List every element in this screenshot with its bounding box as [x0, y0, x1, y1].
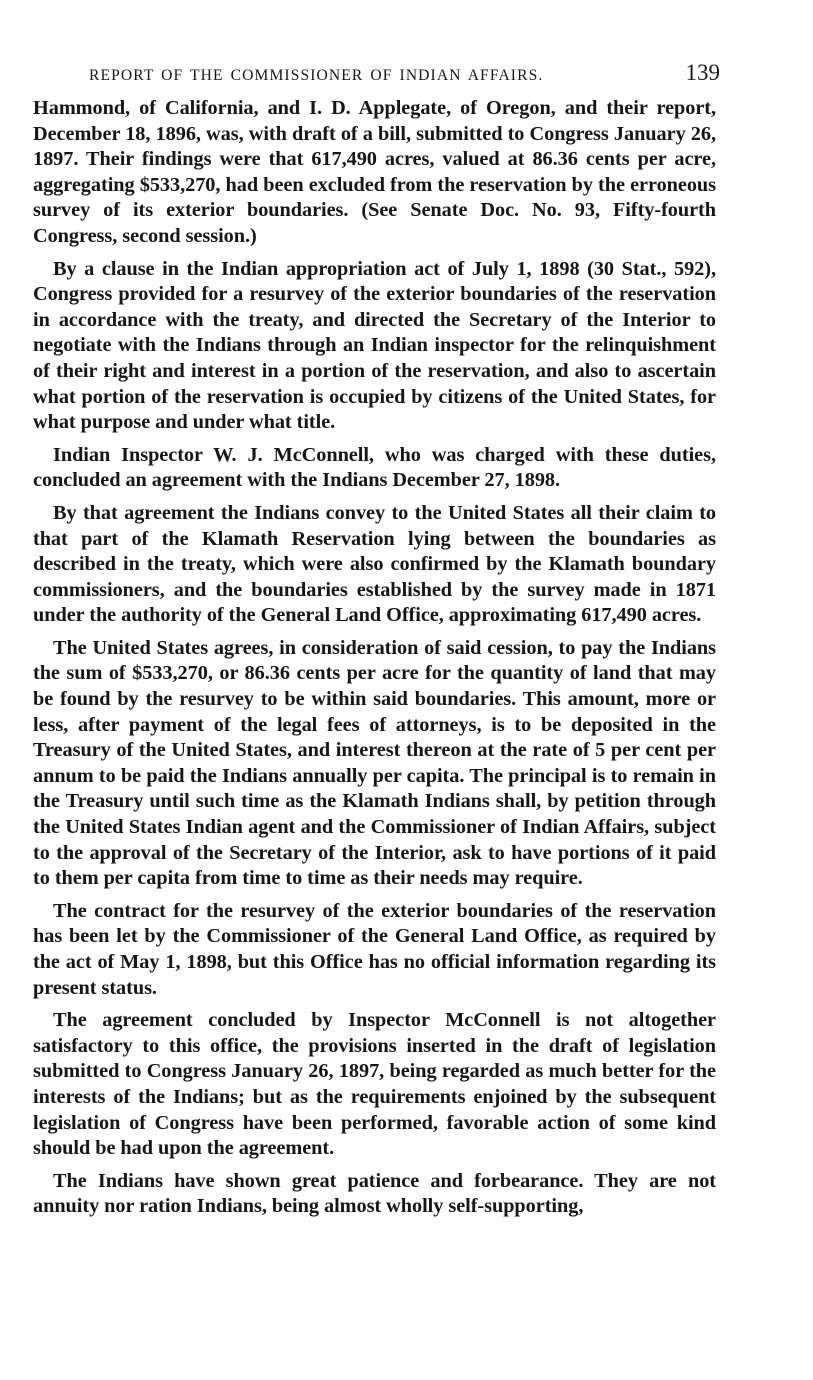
- body-text: [33, 96, 716, 1220]
- running-title: REPORT OF THE COMMISSIONER OF INDIAN AFFAIRS.: [89, 67, 544, 84]
- page-number: 139: [685, 60, 720, 85]
- paragraph-agreement-terms: By that agreement the Indians convey to the United States all their claim to that part of the Klamath Reservation lying between the boundaries as described in the treaty, which were also confirmed by the Klamath boundary commissioners, and the boundaries established by the survey made in 1871 under the authority of the General Land Office, approximating 617,490 acres.: [33, 501, 716, 627]
- paragraph-office-opinion: The agreement concluded by Inspector McConnell is not altogether satisfactory to this office, the provisions inserted in the draft of legislation submitted to Congress January 26, 1897, being regarded as much better for the interests of the Indians; but as the requirements enjoined by the subsequent legislation of Congress have been performed, favorable action of some kind should be had upon the agreement.: [33, 1009, 716, 1160]
- paragraph-payment-terms: The United States agrees, in consideration of said cession, to pay the Indians the sum of $533,270, or 86.36 cents per acre for the quantity of land that may be found by the resurvey to be within said boundaries. This amount, more or less, after payment of the legal fees of attorneys, is to be deposited in the Treasury of the United States, and interest thereon at the rate of 5 per cent per annum to be paid the Indians annually per capita. The principal is to remain in the Treasury until such time as the Klamath Indians shall, by petition through the United States Indian agent and the Commissioner of Indian Affairs, subject to the approval of the Secretary of the Interior, ask to have portions of it paid to them per capita from time to time as their needs may require.: [33, 636, 716, 890]
- paragraph-inspector-mcconnell: Indian Inspector W. J. McConnell, who was charged with these duties, concluded an agreement with the Indians December 27, 1898.: [33, 443, 716, 492]
- paragraph-resurvey-contract: The contract for the resurvey of the exterior boundaries of the reservation has been let by the Commissioner of the General Land Office, as required by the act of May 1, 1898, but this Office has no official information regarding its present status.: [33, 899, 716, 999]
- paragraph-hammond-report: Hammond, of California, and I. D. Applegate, of Oregon, and their report, December 18, 1896, was, with draft of a bill, submitted to Congress January 26, 1897. Their findings were that 617,490 acres, valued at 86.36 cents per acre, aggregating $533,270, had been excluded from the reservation by the erroneous survey of its exterior boundaries. (See Senate Doc. No. 93, Fifty-fourth Congress, second session.): [33, 97, 716, 247]
- document-page: [33, 58, 720, 1227]
- paragraph-indians-patience: The Indians have shown great patience and forbearance. They are not annuity nor ration Indians, being almost wholly self-supporting,: [33, 1169, 716, 1218]
- paragraph-appropriation-act: By a clause in the Indian appropriation act of July 1, 1898 (30 Stat., 592), Congress provided for a resurvey of the exterior boundaries of the reservation in accordance with the treaty, and directed the Secretary of the Interior to negotiate with the Indians through an Indian inspector for the relinquishment of their right and interest in a portion of the reservation, and also to ascertain what portion of the reservation is occupied by citizens of the United States, for what purpose and under what title.: [33, 257, 716, 434]
- running-head: [33, 58, 720, 94]
